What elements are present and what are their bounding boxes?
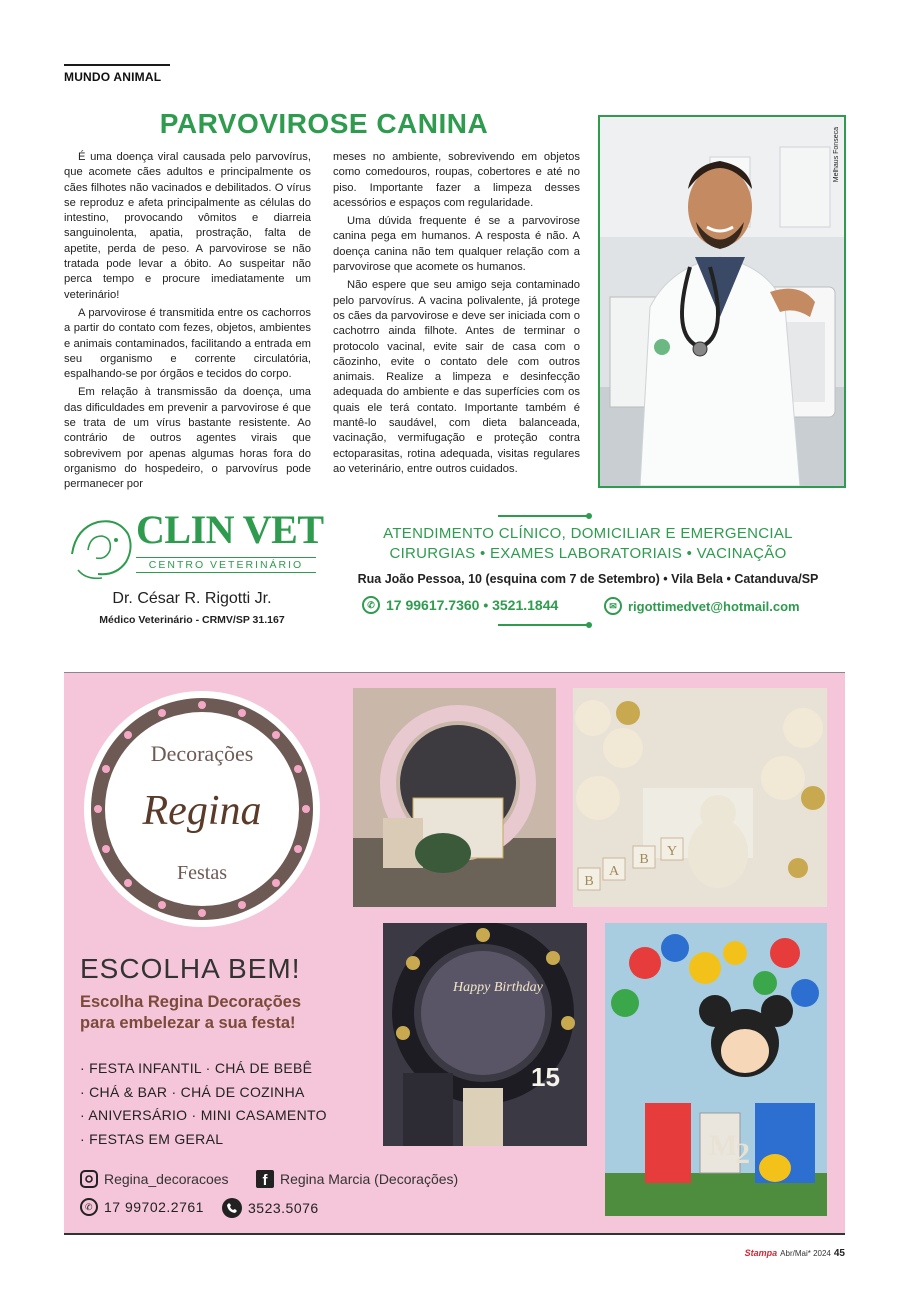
paragraph: Não espere que seu amigo seja contaminado pelo parvovírus. A vacina polivalente, já protege os cães da parvovirose e deve ser iniciada com o cachotrro ainda filhote. Antes de terminar o protocolo vacinal, evite sair de casa com o cãozinho, evite o contato dele com outros animais. Realize a limpeza e desinfecção adequada do ambiente e das superfícies com os quais ele terá contato. Importante também é mantê-lo saudável, com dieta balanceada, vacinação, vermifugação e proteção contra ectoparasitas, rotina adequada, visitas regulares ao veterinário, entre outros cuidados. [333,279,580,475]
photo-credit: Melhaus Fonseca [833,127,840,183]
clinvet-doctor: Dr. César R. Rigotti Jr. [112,590,272,607]
article-column-1 [64,150,311,496]
party-photo-baby-shower [573,688,827,907]
regina-phone-1: 17 99702.2761 [104,1199,204,1215]
clinvet-email [604,597,800,615]
regina-sub-line-2: para embelezar a sua festa! [80,1014,296,1032]
baby-block-letter: Y [666,844,678,859]
regina-logo [82,689,322,929]
clinvet-services-line-2: CIRURGIAS • EXAMES LABORATORIAIS • VACINAÇÃO [389,545,787,562]
service-item: · FESTAS EM GERAL [80,1130,224,1147]
paragraph: Em relação à transmissão da doença, uma das dificuldades em prevenir a parvovirose é que se trata de um vírus bastante resistente. Ao contrário de outros agentes virais que sobrevivem por apenas algumas horas fora do organismo do hospedeiro, o parvovírus pode permanecer por [64,386,311,491]
footer-brand: Stampa [744,1248,778,1258]
veterinarian-photo [598,115,846,488]
clinvet-crmv: Médico Veterinário - CRMV/SP 31.167 [99,614,285,626]
regina-whatsapp [80,1198,204,1216]
service-item: · FESTA INFANTIL · CHÁ DE BEBÊ [80,1060,313,1076]
section-rule [64,64,170,66]
paragraph: A parvovirose é transmitida entre os cachorros a partir do contato com fezes, objetos, ambientes e animais contaminados, facilitando a entrada em seu organismo e corrente circulatória, espalhando-se por órgãos e tecidos do corpo. [64,306,311,381]
paragraph: Uma dúvida frequente é se a parvovirose canina pega em humanos. A resposta é não. A doença canina não tem qualquer relação com a parvovirose que acomete os humanos. [333,215,580,274]
neon-sign: Happy Birthday [453,980,543,995]
baby-block-letter: A [608,864,620,879]
paragraph: É uma doença viral causada pelo parvovírus, que acomete cães adultos e principalmente os cães filhotes não vacinados e debilitados. O vírus se reproduz e afeta principalmente as células do intestino, provocando vômitos e diarreia sanguinolenta, apatia, prostração, falta de apetite, perda de peso. A parvovirose se não tratada pode levar a óbito. Ao suspeitar não perca tempo e procure imediatamente um veterinário! [64,151,311,301]
regina-headline: ESCOLHA BEM! [80,953,301,984]
mickey-letter-m: M [709,1129,738,1162]
regina-facebook [256,1170,458,1188]
paragraph: meses no ambiente, sobrevivendo em objetos como comedouros, roupas, cobertores e até no piso. Importante fazer a limpeza desses acessórios e espaços com regularidade. [333,151,580,209]
service-item: · ANIVERSÁRIO · MINI CASAMENTO [80,1107,327,1123]
regina-logo-main: Regina [142,788,262,834]
facebook-name: Regina Marcia (Decorações) [280,1171,459,1187]
party-photo-mickey [605,923,827,1216]
regina-subheading [80,992,301,1034]
regina-services [80,1057,327,1151]
regina-sub-line-1: Escolha Regina Decorações [80,993,302,1011]
page-number: 45 [833,1248,845,1259]
mickey-number-2: 2 [735,1137,750,1170]
clinvet-services-line-1: ATENDIMENTO CLÍNICO, DOMICILIAR E EMERGENCIAL [383,525,793,542]
email-icon: ✉ [604,597,622,615]
whatsapp-icon: ✆ [362,596,380,614]
article-column-2 [333,150,580,480]
clinvet-phones [362,596,558,614]
regina-logo-bottom: Festas [177,862,227,884]
service-item: · CHÁ & BAR · CHÁ DE COZINHA [80,1083,305,1100]
instagram-icon [80,1170,98,1188]
baby-block-letter: B [639,852,649,867]
footer-issue: Abr/Mai* 2024 [780,1249,831,1258]
party-photo-15-birthday [383,923,587,1146]
regina-phone [222,1198,319,1218]
clinvet-name: CLIN VET [136,507,324,552]
clinvet-email-address: rigottimedvet@hotmail.com [628,598,800,614]
instagram-handle: Regina_decoracoes [104,1171,229,1187]
divider [498,624,588,626]
clinvet-address: Rua João Pessoa, 10 (esquina com 7 de Setembro) • Vila Bela • Catanduva/SP [357,572,819,586]
regina-instagram [80,1170,229,1188]
veterinarian-illustration [600,117,844,486]
whatsapp-icon: ✆ [80,1198,98,1216]
number-15: 15 [531,1062,560,1092]
party-photo-floral-arch [353,688,556,907]
clinvet-subtitle: CENTRO VETERINÁRIO [136,557,316,573]
bottom-rule [64,1233,845,1235]
section-label: MUNDO ANIMAL [64,70,162,84]
baby-block-letter: B [584,874,594,889]
regina-phone-2: 3523.5076 [248,1200,319,1216]
clinvet-phone-numbers: 17 99617.7360 • 3521.1844 [386,597,559,613]
article-title: PARVOVIROSE CANINA [159,108,489,139]
facebook-icon: f [256,1170,274,1188]
regina-logo-top: Decorações [150,741,254,766]
phone-icon [222,1198,242,1218]
page-footer [745,1248,845,1259]
divider [498,515,588,517]
